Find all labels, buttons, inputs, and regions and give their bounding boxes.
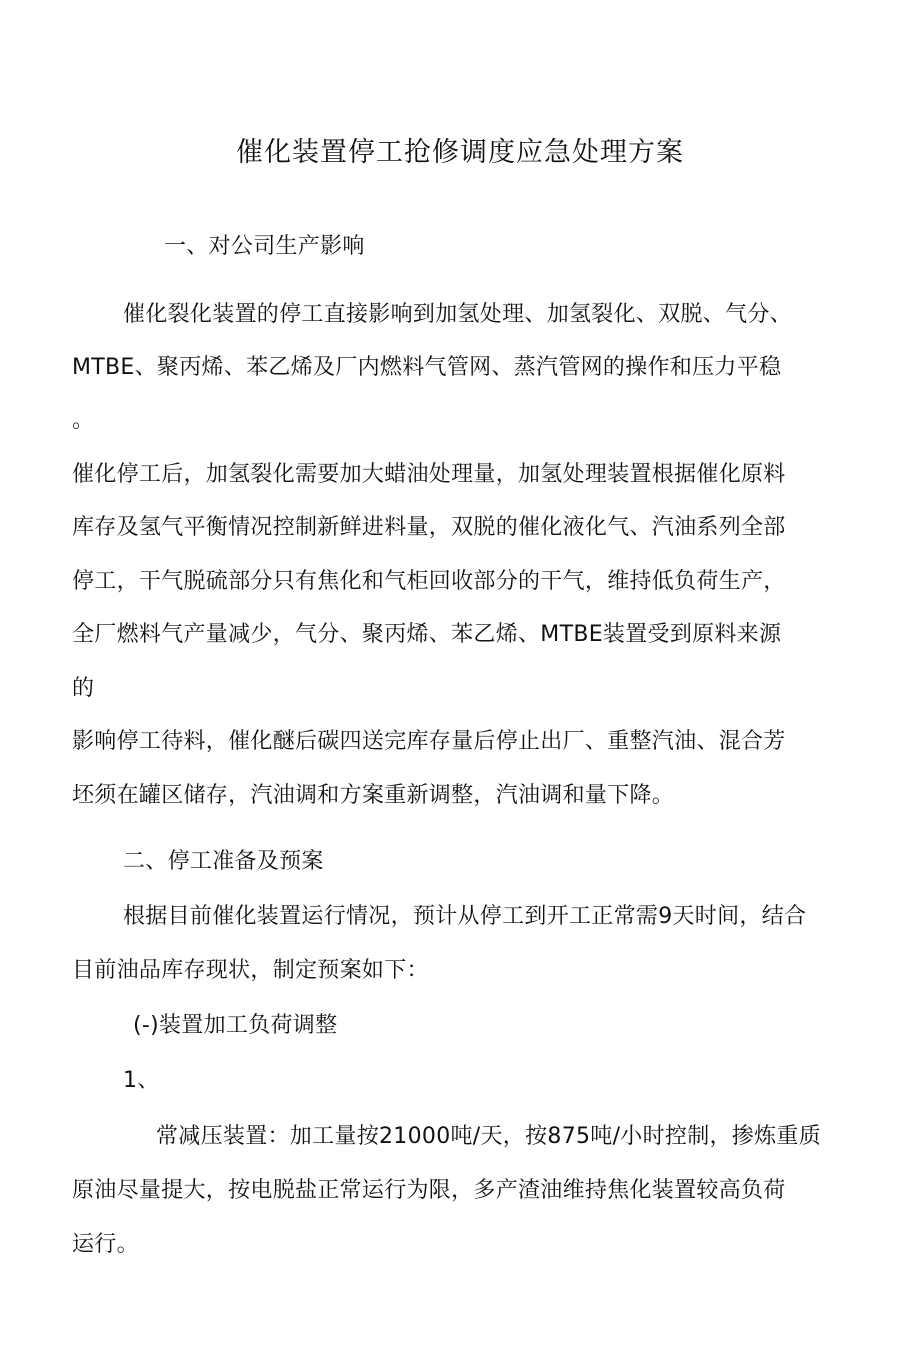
paragraph-line: 影响停工待料，催化醚后碳四送完库存量后停止出厂、重整汽油、混合芳: [72, 729, 786, 754]
document-title: 催化装置停工抢修调度应急处理方案: [236, 137, 684, 168]
paragraph-line: 目前油品库存现状，制定预案如下：: [72, 958, 429, 983]
paragraph-line: MTBE、聚丙烯、苯乙烯及厂内燃料气管网、蒸汽管网的操作和压力平稳: [72, 355, 782, 380]
list-item-number: 1、: [123, 1068, 160, 1093]
paragraph-line: 运行。: [72, 1232, 139, 1257]
paragraph-line: 坯须在罐区储存，汽油调和方案重新调整，汽油调和量下降。: [72, 783, 675, 808]
paragraph-line: 全厂燃料气产量减少，气分、聚丙烯、苯乙烯、MTBE装置受到原料来源: [72, 622, 782, 647]
paragraph-line: 根据目前催化装置运行情况，预计从停工到开工正常需9天时间，结合: [123, 904, 807, 929]
paragraph-line: 库存及氢气平衡情况控制新鲜进料量，双脱的催化液化气、汽油系列全部: [72, 515, 786, 540]
paragraph-line: 常减压装置：加工量按21000吨/天，按875吨/小时控制，掺炼重质: [156, 1124, 822, 1149]
section-heading-2: 二、停工准备及预案: [123, 849, 324, 874]
paragraph-line: 原油尽量提大，按电脱盐正常运行为限，多产渣油维持焦化装置较高负荷: [72, 1178, 786, 1203]
subsection-heading: (-)装置加工负荷调整: [133, 1013, 338, 1038]
section-heading-1: 一、对公司生产影响: [164, 234, 365, 259]
paragraph-line: 停工，干气脱硫部分只有焦化和气柜回收部分的干气，维持低负荷生产，: [72, 569, 786, 594]
paragraph-line: 催化裂化装置的停工直接影响到加氢处理、加氢裂化、双脱、气分、: [123, 302, 793, 327]
paragraph-line: 的: [72, 676, 95, 701]
paragraph-line: 。: [72, 408, 95, 433]
paragraph-line: 催化停工后，加氢裂化需要加大蜡油处理量，加氢处理装置根据催化原料: [72, 462, 786, 487]
